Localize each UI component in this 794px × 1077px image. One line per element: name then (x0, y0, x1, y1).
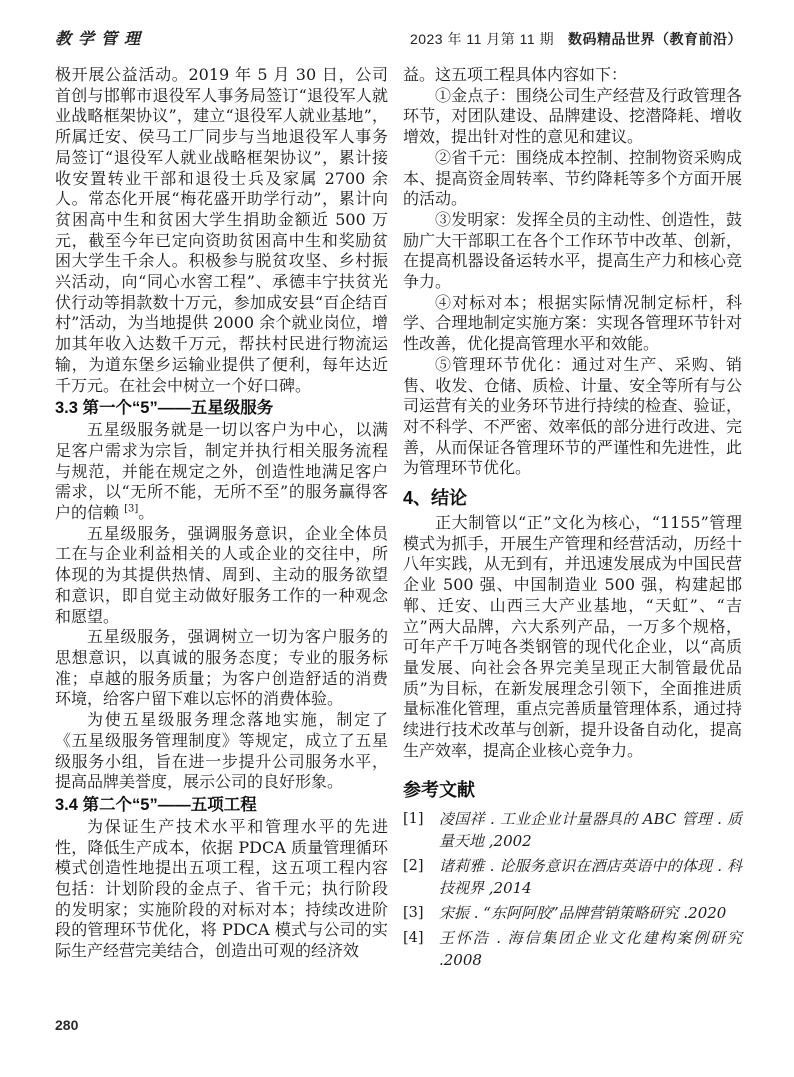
paragraph-five-projects-intro: 为保证生产技术水平和管理水平的先进性，降低生产成本，依据 PDCA 质量管理循环模式创造性地提出五项工程，这五项工程内容包括：计划阶段的金点子、省千元；执行阶段的发明家；实施阶段的对标对本；持续改进阶段的管理环节优化，将 PDCA 模式与公司的实际生产经营完美结合，创造出可观的经济效 (55, 816, 388, 961)
reference-text: 王怀浩 . 海信集团企业文化建构案例研究 .2008 (439, 928, 742, 969)
journal-title: 数码精品世界（教育前沿） (568, 31, 742, 47)
heading-3-4: 3.4 第二个“5”——五项工程 (55, 795, 257, 814)
reference-item (403, 808, 742, 852)
heading-references: 参考文献 (403, 779, 475, 800)
reference-text: 凌国祥 . 工业企业计量器具的 ABC 管理 . 质量天地 ,2002 (439, 809, 742, 850)
paragraph-conclusion: 正大制管以“正”文化为核心，“1155”管理模式为抓手，开展生产管理和经营活动，历经十八年实践，从无到有，并迅速发展成为中国民营企业 500 强、中国制造业 500 强，构建起邯郸、迁安、山西三大产业基地，“天虹”、“吉立”两大品牌，六大系列产品，一万多个规格，可年产千万吨各类钢管的现代化企业，以“高质量发展、向社会各界完美呈现正大制管最优品质”为目标，在新发展理念引领下，全面推进质量标准化管理，重点完善质量管理体系，通过持续进行技术改革与创新，提升设备自动化，提高生产效率，提高企业核心竞争力。 (403, 513, 742, 760)
left-column (55, 65, 388, 974)
paragraph-service-mindset: 五星级服务，强调树立一切为客户服务的思想意识，以真诚的服务态度；专业的服务标准；卓越的服务质量；为客户创造舒适的消费环境，给客户留下难以忘怀的消费体验。 (55, 627, 388, 709)
reference-item (403, 902, 742, 924)
paragraph-project-3: ③发明家：发挥全员的主动性、创造性，鼓励广大干部职工在各个工作环节中改革、创新，在提高机器设备运转水平，提高生产力和核心竞争力。 (403, 209, 742, 292)
paragraph-project-1: ①金点子：围绕公司生产经营及行政管理各环节，对团队建设、品牌建设、挖潜降耗、增收增效，提出针对性的意见和建议。 (403, 85, 742, 147)
section-title: 教学管理 (55, 29, 148, 48)
reference-text: 宋振 . “东阿阿胶”品牌营销策略研究 .2020 (439, 903, 727, 922)
paragraph-five-star-definition (55, 420, 388, 524)
reference-label: [3] (403, 904, 424, 921)
paragraph-service-awareness: 五星级服务，强调服务意识，企业全体员工在与企业利益相关的人或企业的交往中，所体现的为其提供热情、周到、主动的服务欲望和意识，即自觉主动做好服务工作的一种观念和愿望。 (55, 523, 388, 626)
right-column (403, 65, 742, 974)
page-header (55, 26, 742, 49)
paragraph-project-5: ⑤管理环节优化：通过对生产、采购、销售、收发、仓储、质检、计量、安全等所有与公司运营有关的业务环节进行持续的检查、验证，对不科学、不严密、效率低的部分进行改进、完善，从而保证各管理环节的严谨性和先进性，此为管理环节优化。 (403, 354, 742, 478)
issue-info: 2023 年 11 月第 11 期 (409, 31, 555, 47)
heading-3-3: 3.3 第一个“5”——五星级服务 (55, 399, 274, 418)
reference-label: [2] (403, 857, 424, 874)
reference-label: [1] (403, 810, 424, 827)
reference-item (403, 927, 742, 971)
page-number: 280 (55, 1017, 79, 1033)
reference-text: 诸莉雅 . 论服务意识在酒店英语中的体现 . 科技视界 ,2014 (439, 856, 742, 897)
paragraph-social-welfare: 极开展公益活动。2019 年 5 月 30 日，公司首创与邯郸市退役军人事务局签订“退役军人就业战略框架协议”，建立“退役军人就业基地”，所属迁安、侯马工厂同步与当地退役军人事务局签订“退役军人就业战略框架协议”，累计接收安置转业干部和退役士兵及家属 2700 余人。常态化开展“梅花盛开助学行动”，累计向贫困高中生和贫困大学生捐助金额近 500 万元，截至今年已定向资助贫困高中生和奖励贫困大学生千余人。积极参与脱贫攻坚、乡村振兴活动，向“同心水窖工程”、承德丰宁扶贫光伏行动等捐款数十万元，参加成安县“百企结百村”活动，为当地提供 2000 余个就业岗位，增加其年收入达数千万元，帮扶村民进行物流运输，为道东堡乡运输业提供了便利，每年达近千万元。在社会中树立一个好口碑。 (55, 65, 388, 395)
paragraph-text-tail: 。 (138, 503, 155, 523)
reference-item (403, 855, 742, 899)
paragraph-text: 五星级服务就是一切以客户为中心，以满足客户需求为宗旨，制定并执行相关服务流程与规范，并能在规定之外，创造性地满足客户需求，以“无所不能，无所不至”的服务赢得客户的信赖 (55, 420, 388, 523)
paragraph-five-projects-lead: 益。这五项工程具体内容如下： (403, 65, 628, 84)
paragraph-service-system: 为使五星级服务理念落地实施，制定了《五星级服务管理制度》等规定，成立了五星级服务小组，旨在进一步提升公司服务水平，提高品牌美誉度，展示公司的良好形象。 (55, 710, 388, 792)
heading-conclusion: 4、结论 (403, 488, 468, 509)
two-column-body (55, 65, 742, 974)
citation-superscript: [3] (124, 503, 139, 515)
issue-journal-header (410, 29, 742, 49)
paragraph-project-4: ④对标对本；根据实际情况制定标杆，科学、合理地制定实施方案：实现各管理环节针对性改善，优化提高管理水平和效能。 (403, 292, 742, 354)
reference-label: [4] (403, 929, 424, 946)
paragraph-project-2: ②省千元：围绕成本控制、控制物资采购成本、提高资金周转率、节约降耗等多个方面开展的活动。 (403, 147, 742, 209)
